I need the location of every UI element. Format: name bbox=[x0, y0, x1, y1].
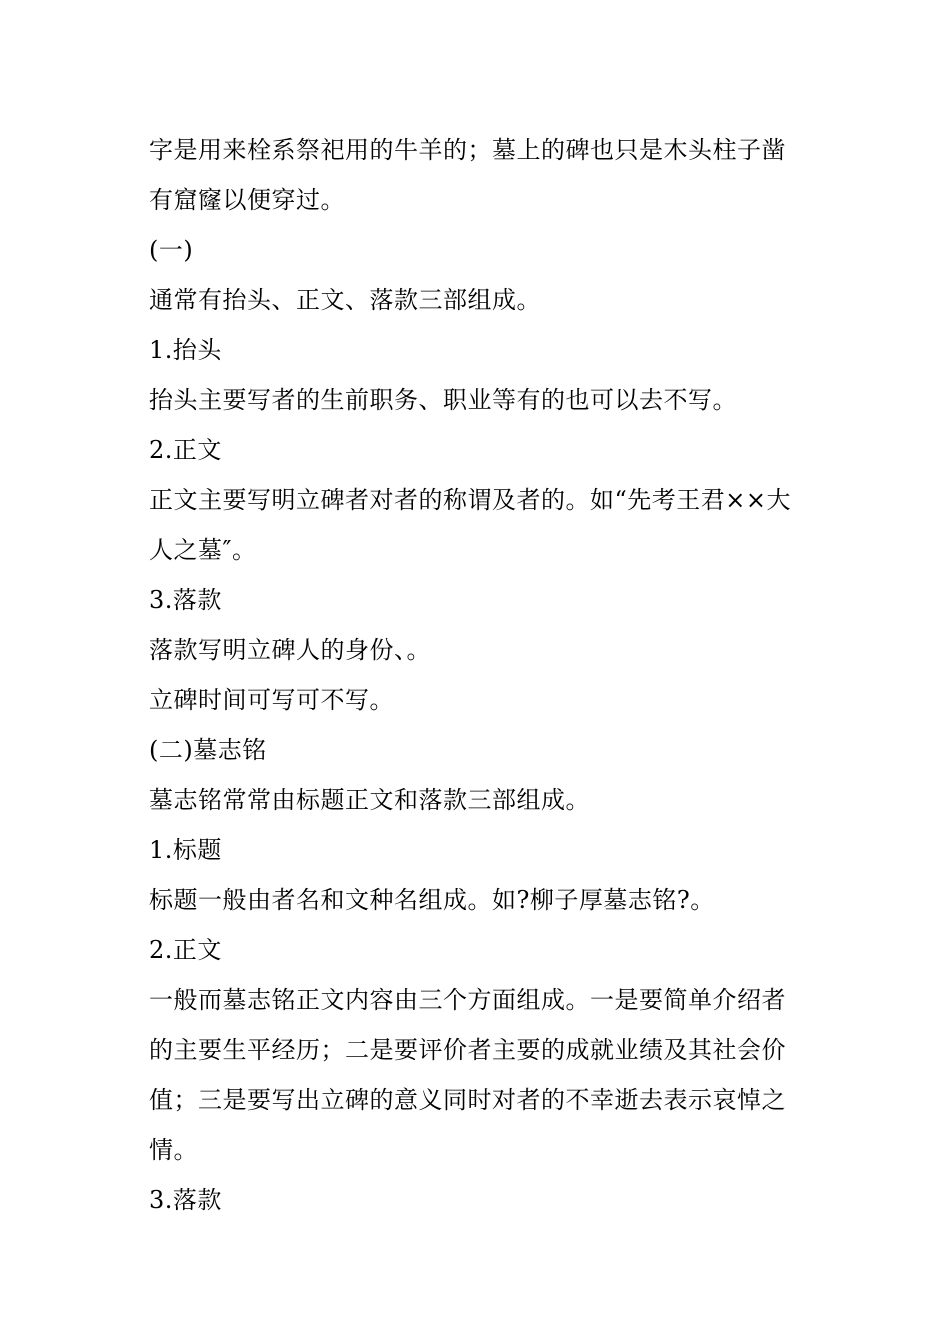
subheading-signature: 3.落款 bbox=[149, 586, 222, 614]
paragraph-title: 标题一般由者名和文种名组成。如?柳子厚墓志铭?。 bbox=[149, 886, 715, 914]
subheading-epitaph-body: 2.正文 bbox=[149, 936, 222, 964]
section-heading-2: (二)墓志铭 bbox=[149, 736, 267, 764]
paragraph-structure: 通常有抬头、正文、落款三部组成。 bbox=[149, 286, 541, 314]
paragraph-epitaph-structure: 墓志铭常常由标题正文和落款三部组成。 bbox=[149, 786, 590, 814]
subheading-epitaph-signature: 3.落款 bbox=[149, 1186, 222, 1214]
subheading-body: 2.正文 bbox=[149, 436, 222, 464]
paragraph-epitaph-body: 一般而墓志铭正文内容由三个方面组成。一是要简单介绍者的主要生平经历；二是要评价者主要的成就业绩及其社会价值；三是要写出立碑的意义同时对者的不幸逝去表示哀悼之情。 bbox=[149, 986, 786, 1164]
paragraph-body: 正文主要写明立碑者对者的称谓及者的。如“先考王君××大人之墓″。 bbox=[149, 486, 791, 564]
paragraph-header: 抬头主要写者的生前职务、职业等有的也可以去不写。 bbox=[149, 386, 737, 414]
document-body bbox=[149, 125, 809, 1225]
subheading-title: 1.标题 bbox=[149, 836, 222, 864]
section-heading-1: (一) bbox=[149, 236, 194, 264]
paragraph-intro: 字是用来栓系祭祀用的牛羊的；墓上的碑也只是木头柱子凿有窟窿以便穿过。 bbox=[149, 136, 786, 214]
paragraph-date-note: 立碑时间可写可不写。 bbox=[149, 686, 394, 714]
subheading-header: 1.抬头 bbox=[149, 336, 222, 364]
paragraph-signature: 落款写明立碑人的身份、。 bbox=[149, 636, 431, 664]
